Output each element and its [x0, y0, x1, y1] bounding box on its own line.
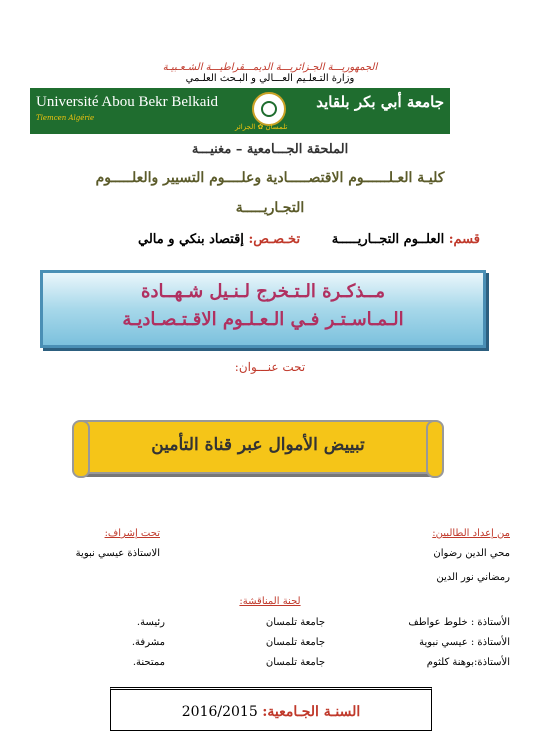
academic-year-box [110, 687, 432, 731]
annex-line: الملحقة الجـــامعية – مغنيـــة [191, 142, 349, 157]
committee-member-name: الأستاذة : عيسي نبوية [419, 637, 510, 648]
ministry-line: وزارة التـعلـيم العـــالي و البـحث العلـمي [185, 73, 355, 84]
supervision-label: تحت إشراف: [104, 528, 160, 539]
subject-label: تحت عنـــوان: [234, 360, 306, 374]
memo-box [40, 270, 486, 348]
committee-member-name: الأستاذة : خلوط عواطف [408, 617, 510, 628]
committee-member-role: مشرفة. [131, 637, 165, 648]
university-location-fr: Tlemcen Algérie [36, 114, 95, 122]
department-label: قسم: [448, 232, 480, 247]
university-name-fr: Université Abou Bekr Belkaid [36, 94, 219, 110]
committee-member-name: الأستاذة:بوهنة كلثوم [426, 657, 510, 668]
prepared-by-label: من إعداد الطالبين: [432, 528, 510, 539]
university-banner [30, 88, 450, 134]
committee-member-university: جامعة تلمسان [265, 657, 325, 668]
committee-member-role: رئيسة. [136, 617, 165, 628]
academic-year-line [111, 704, 431, 720]
university-town-ar: تلمسان ✿ الجزائر [235, 123, 288, 131]
committee-label: لجنة المناقشة: [239, 596, 301, 607]
faculty-line-2: التجـاريـــــة [235, 200, 305, 216]
department-line [138, 232, 480, 247]
student-name: محي الدين رضوان [433, 548, 510, 559]
memo-line-2: الـمـاسـتـر فـي الـعـلـوم الاقـتـصـاديـة [122, 309, 404, 330]
committee-member-university: جامعة تلمسان [265, 637, 325, 648]
memo-line-1: مــذكـرة الـتـخرج لـنـيل شـهــادة [141, 281, 385, 302]
university-seal-icon [252, 92, 286, 126]
academic-year-label: السنـة الجـامعية: [262, 704, 361, 720]
committee-member-university: جامعة تلمسان [265, 617, 325, 628]
university-name-ar: جامعة أبي بكر بلقايد [316, 93, 444, 111]
committee-member-role: ممتحنة. [132, 657, 165, 668]
specialty-value: إقتصاد بنكي و مالي [138, 232, 244, 247]
specialty-label: تخـصـص: [248, 232, 301, 247]
supervisor-name: الاستاذة عيسي نبوية [75, 548, 160, 559]
republic-line: الجمهوريـــة الجـزائريـــة الديمـــقراطيـــة الشـعـبيـة [162, 62, 378, 73]
faculty-line-1: كليـة العـلــــــوم الاقتصـــــادية وعلــــوم التسيير والعلـــــوم [95, 170, 445, 186]
thesis-title: تبييض الأموال عبر قناة التأمين [151, 435, 365, 455]
department-value: العلــوم التجــاريـــــة [331, 232, 445, 247]
title-scroll [78, 420, 438, 474]
student-name: رمضاني نور الدين [436, 572, 510, 583]
academic-year-value: 2016/2015 [181, 704, 258, 720]
